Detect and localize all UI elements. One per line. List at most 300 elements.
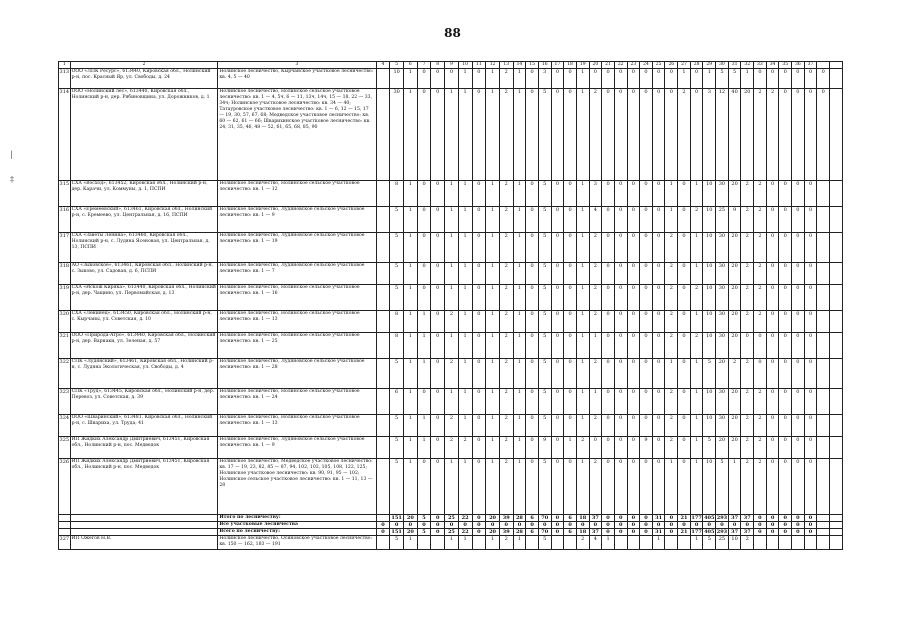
value-cell: 1 (665, 459, 678, 515)
value-cell: 10 (703, 459, 716, 515)
value-cell: 0 (614, 459, 627, 515)
summary-value: 0 (640, 522, 653, 529)
value-cell: 0 (779, 359, 792, 389)
value-cell: 1 (576, 89, 589, 181)
value-cell: 4 (589, 207, 602, 233)
value-cell: 0 (602, 181, 615, 207)
forest-area-cell: Нолинское лесничество, Лудяновское сельское участковое лесничество: кв. 1 — 28 (218, 359, 376, 389)
value-cell: 0 (602, 285, 615, 311)
value-cell: 0 (652, 389, 665, 415)
column-number: 10 (458, 62, 472, 69)
value-cell: 0 (779, 181, 792, 207)
value-cell: 0 (678, 437, 691, 459)
value-cell: 1 (564, 437, 577, 459)
value-cell: 5 (703, 437, 716, 459)
organization-cell: СХА «Искож Киряка», 613440, Кировская обл., Нолинский р-н, дер. Чащино, ул. Первомайская, д. 13 (70, 285, 218, 311)
value-cell: 5 (390, 285, 404, 311)
value-cell: 2 (665, 333, 678, 359)
column-number-row (59, 62, 843, 69)
value-cell: 2 (589, 415, 602, 437)
value-cell: 2 (741, 263, 754, 285)
value-cell: 1 (445, 263, 459, 285)
value-cell: 1 (576, 207, 589, 233)
value-cell: 1 (665, 359, 678, 389)
value-cell: 3 (589, 181, 602, 207)
summary-value: 0 (472, 529, 486, 536)
value-cell: 0 (627, 263, 640, 285)
value-cell: 8 (390, 333, 404, 359)
summary-value: 0 (499, 522, 513, 529)
value-cell: 0 (526, 459, 539, 515)
row-number: 320 (59, 311, 71, 333)
value-cell: 30 (716, 181, 729, 207)
value-cell: 0 (792, 359, 805, 389)
value-cell: 0 (564, 263, 577, 285)
value-cell: 10 (703, 415, 716, 437)
value-cell (564, 536, 577, 550)
forest-area-cell: Нолинское лесничество, Нолинское сельское участковое лесничество: кв. 1 — 16 (218, 285, 376, 311)
value-cell: 5 (538, 263, 551, 285)
value-cell: 0 (640, 69, 653, 89)
summary-value: 0 (376, 529, 390, 536)
summary-value: 20 (486, 515, 500, 522)
value-cell: 1 (486, 359, 500, 389)
value-cell (830, 263, 843, 285)
value-cell: 0 (551, 285, 564, 311)
value-cell: 1 (576, 263, 589, 285)
summary-value: 0 (766, 529, 779, 536)
value-cell: 2 (499, 333, 513, 359)
value-cell: 2 (499, 389, 513, 415)
value-cell: 0 (472, 415, 486, 437)
value-cell (551, 536, 564, 550)
value-cell (376, 311, 390, 333)
value-cell: 1 (417, 311, 431, 333)
summary-value: 0 (766, 522, 779, 529)
row-number: 323 (59, 389, 71, 415)
value-cell: 1 (445, 389, 459, 415)
table-row (59, 389, 843, 415)
value-cell: 0 (551, 415, 564, 437)
summary-value: 0 (665, 522, 678, 529)
organization-cell: ИП Жидких Александр Дмитриевич, 613451, Кировская обл., Нолинский р-н, пос. Медведок (70, 459, 218, 515)
value-cell (376, 263, 390, 285)
value-cell: 0 (614, 333, 627, 359)
value-cell: 1 (403, 359, 417, 389)
organization-cell: СХА «Еремеевский», 613461, Кировская обл., Нолинский р-н, с. Еремеево, ул. Центральная, д. 16, ПСПИ (70, 207, 218, 233)
value-cell: 20 (728, 333, 741, 359)
value-cell: 2 (665, 415, 678, 437)
summary-value: 28 (513, 515, 526, 522)
value-cell: 0 (804, 389, 817, 415)
organization-cell: ИП Жидких Александр Дмитриевич, 613451, Кировская обл., Нолинский р-н, пос. Медведок (70, 437, 218, 459)
value-cell: 1 (445, 285, 459, 311)
value-cell: 1 (445, 536, 459, 550)
value-cell: 0 (614, 311, 627, 333)
value-cell: 1 (576, 285, 589, 311)
value-cell (830, 181, 843, 207)
value-cell: 0 (627, 415, 640, 437)
summary-label: Итого по лесничеству: (218, 515, 376, 522)
value-cell: 0 (602, 89, 615, 181)
value-cell: 1 (576, 69, 589, 89)
summary-value: 6 (526, 529, 539, 536)
column-number: 9 (445, 62, 459, 69)
value-cell: 0 (804, 263, 817, 285)
summary-value: 0 (486, 522, 500, 529)
table-row (59, 536, 843, 550)
value-cell: 2 (589, 89, 602, 181)
value-cell: 0 (741, 333, 754, 359)
value-cell: 2 (445, 437, 459, 459)
value-cell: 5 (390, 359, 404, 389)
value-cell: 1 (458, 415, 472, 437)
summary-value: 37 (728, 529, 741, 536)
value-cell: 0 (678, 359, 691, 389)
forest-area-cell: Нолинское лесничество, Нолинское сельское участковое лесничество: кв. 1 — 13 (218, 415, 376, 437)
value-cell: 2 (499, 69, 513, 89)
column-number: 12 (486, 62, 500, 69)
value-cell: 5 (538, 536, 551, 550)
value-cell: 0 (652, 207, 665, 233)
organization-cell: ООО «Шваринский», 613481, Кировская обл., Нолинский р-н, с. Швариха, ул. Труда, 41 (70, 415, 218, 437)
row-number: 314 (59, 89, 71, 181)
value-cell: 20 (728, 181, 741, 207)
value-cell: 0 (665, 89, 678, 181)
value-cell: 1 (458, 233, 472, 263)
value-cell: 20 (728, 311, 741, 333)
value-cell: 0 (551, 89, 564, 181)
value-cell: 0 (472, 285, 486, 311)
value-cell: 1 (576, 233, 589, 263)
summary-value: 0 (458, 522, 472, 529)
value-cell (640, 536, 653, 550)
summary-value: 0 (652, 522, 665, 529)
forest-area-cell: Нолинское лесничество, Нолинское сельское участковое лесничество: кв. 1 — 24 (218, 389, 376, 415)
value-cell: 2 (754, 389, 767, 415)
summary-value: 0 (551, 515, 564, 522)
forest-area-cell: Нолинское лесничество, Нолинское сельское участковое лесничество: кв. 1 — 13 (218, 311, 376, 333)
value-cell (376, 233, 390, 263)
forest-area-cell: Нолинское лесничество, Кырчанское участковое лесничество: кв. 4, 5 — 40 (218, 69, 376, 89)
forest-area-cell: Нолинское лесничество, Осиновское участковое лесничество: кв. 150 — 162, 183 — 191 (218, 536, 376, 550)
value-cell: 2 (754, 437, 767, 459)
summary-value: 0 (665, 515, 678, 522)
column-number: 5 (390, 62, 404, 69)
value-cell (376, 415, 390, 437)
value-cell: 1 (486, 311, 500, 333)
value-cell: 0 (589, 69, 602, 89)
value-cell (830, 89, 843, 181)
value-cell: 1 (486, 333, 500, 359)
value-cell: 1 (403, 389, 417, 415)
value-cell: 0 (652, 89, 665, 181)
value-cell: 2 (499, 359, 513, 389)
value-cell (376, 69, 390, 89)
value-cell: 9 (640, 437, 653, 459)
value-cell: 0 (472, 459, 486, 515)
table-row (59, 207, 843, 233)
summary-value: 20 (403, 529, 417, 536)
value-cell: 2 (741, 415, 754, 437)
summary-value: 0 (526, 522, 539, 529)
summary-row (59, 522, 843, 529)
value-cell: 1 (403, 285, 417, 311)
value-cell: 2 (499, 181, 513, 207)
value-cell: 5 (538, 459, 551, 515)
column-number: 32 (741, 62, 754, 69)
value-cell (830, 69, 843, 89)
value-cell: 0 (472, 359, 486, 389)
value-cell (830, 333, 843, 359)
value-cell: 0 (431, 207, 445, 233)
summary-value: 151 (391, 529, 402, 535)
column-number: 34 (766, 62, 779, 69)
value-cell: 30 (390, 89, 404, 181)
forest-area-cell: Нолинское лесничество, Лудяновское сельское участковое лесничество: кв. 1 — 9 (218, 437, 376, 459)
column-number: 15 (526, 62, 539, 69)
value-cell: 1 (458, 69, 472, 89)
value-cell: 1 (403, 437, 417, 459)
row-number: 321 (59, 333, 71, 359)
value-cell: 10 (703, 333, 716, 359)
row-number: 322 (59, 359, 71, 389)
value-cell: 0 (640, 89, 653, 181)
value-cell: 0 (678, 415, 691, 437)
value-cell: 1 (690, 536, 703, 550)
value-cell: 1 (486, 263, 500, 285)
column-number: 2 (70, 62, 218, 69)
value-cell: 0 (602, 389, 615, 415)
value-cell: 0 (551, 207, 564, 233)
summary-value: 0 (804, 529, 817, 536)
organization-cell: ИП Ожегов Н.В. (70, 536, 218, 550)
value-cell: 2 (766, 89, 779, 181)
value-cell (376, 181, 390, 207)
summary-value: 21 (678, 529, 691, 536)
summary-value: 18 (576, 529, 589, 536)
value-cell: 0 (551, 263, 564, 285)
value-cell: 1 (445, 181, 459, 207)
value-cell: 1 (403, 263, 417, 285)
value-cell: 8 (390, 181, 404, 207)
value-cell: 1 (486, 69, 500, 89)
value-cell: 0 (472, 389, 486, 415)
value-cell: 9 (538, 437, 551, 459)
value-cell: 0 (551, 389, 564, 415)
value-cell: 2 (741, 389, 754, 415)
value-cell: 0 (526, 233, 539, 263)
value-cell: 1 (486, 285, 500, 311)
value-cell: 1 (486, 536, 500, 550)
value-cell (376, 207, 390, 233)
value-cell: 0 (564, 69, 577, 89)
value-cell: 0 (472, 233, 486, 263)
value-cell: 2 (499, 536, 513, 550)
value-cell: 3 (538, 69, 551, 89)
value-cell: 30 (716, 311, 729, 333)
value-cell: 2 (589, 459, 602, 515)
value-cell: 1 (458, 263, 472, 285)
summary-value: 0 (472, 522, 486, 529)
value-cell: 6 (390, 389, 404, 415)
column-number: 25 (652, 62, 665, 69)
value-cell: 0 (766, 415, 779, 437)
value-cell: 0 (690, 89, 703, 181)
summary-value: 0 (376, 522, 390, 529)
value-cell: 0 (602, 263, 615, 285)
value-cell: 0 (551, 359, 564, 389)
value-cell (526, 536, 539, 550)
value-cell: 0 (804, 89, 817, 181)
value-cell: 0 (779, 415, 792, 437)
summary-value: 0 (431, 515, 445, 522)
value-cell: 1 (690, 415, 703, 437)
value-cell: 1 (486, 89, 500, 181)
empty-cell (59, 529, 71, 536)
summary-row (59, 515, 843, 522)
summary-value: 0 (716, 522, 729, 529)
value-cell: 1 (513, 285, 526, 311)
organization-cell: ООО «Природа-Агро», 613440, Кировская обл., Нолинский р-н, дер. Варнаки, ул. Зеленая, д. 57 (70, 333, 218, 359)
value-cell: 0 (614, 359, 627, 389)
value-cell: 5 (390, 263, 404, 285)
value-cell (614, 536, 627, 550)
summary-value: 0 (754, 522, 767, 529)
value-cell (627, 536, 640, 550)
value-cell: 0 (804, 359, 817, 389)
value-cell: 0 (779, 333, 792, 359)
table-row (59, 285, 843, 311)
value-cell (817, 536, 830, 550)
value-cell: 0 (754, 69, 767, 89)
value-cell: 1 (690, 233, 703, 263)
row-number: 324 (59, 415, 71, 437)
value-cell: 1 (576, 181, 589, 207)
summary-value: 0 (417, 522, 431, 529)
summary-value: 151 (391, 515, 402, 521)
value-cell: 0 (526, 207, 539, 233)
value-cell: 2 (741, 359, 754, 389)
value-cell: 9 (728, 207, 741, 233)
value-cell: 1 (458, 207, 472, 233)
column-number: 30 (716, 62, 729, 69)
summary-value: 293 (716, 515, 728, 521)
column-number: 6 (403, 62, 417, 69)
value-cell: 5 (390, 437, 404, 459)
value-cell (376, 437, 390, 459)
value-cell: 0 (804, 285, 817, 311)
column-number: 29 (703, 62, 716, 69)
summary-value: 0 (627, 522, 640, 529)
value-cell: 1 (458, 359, 472, 389)
value-cell: 0 (652, 359, 665, 389)
value-cell: 2 (499, 459, 513, 515)
value-cell: 0 (431, 437, 445, 459)
value-cell: 2 (741, 459, 754, 515)
value-cell: 8 (390, 311, 404, 333)
value-cell: 20 (716, 359, 729, 389)
value-cell: 12 (716, 89, 729, 181)
value-cell: 0 (678, 181, 691, 207)
value-cell: 0 (564, 311, 577, 333)
value-cell: 0 (431, 311, 445, 333)
column-number: 36 (792, 62, 805, 69)
value-cell (817, 359, 830, 389)
value-cell: 0 (614, 181, 627, 207)
summary-value: 37 (589, 515, 602, 522)
value-cell: 2 (754, 263, 767, 285)
value-cell (830, 536, 843, 550)
margin-mark: ‡ (10, 175, 14, 184)
value-cell: 1 (417, 415, 431, 437)
value-cell: 0 (766, 437, 779, 459)
value-cell: 0 (526, 415, 539, 437)
row-number: 319 (59, 285, 71, 311)
value-cell: 0 (766, 263, 779, 285)
table-row (59, 459, 843, 515)
table-row (59, 359, 843, 389)
value-cell: 1 (513, 459, 526, 515)
value-cell: 1 (690, 181, 703, 207)
value-cell: 0 (804, 69, 817, 89)
value-cell (376, 89, 390, 181)
value-cell: 2 (589, 359, 602, 389)
value-cell: 1 (458, 181, 472, 207)
value-cell: 1 (513, 69, 526, 89)
value-cell: 1 (403, 233, 417, 263)
forest-area-cell: Нолинское лесничество, Лудяновское сельское участковое лесничество: кв. 1 — 19 (218, 233, 376, 263)
value-cell: 2 (499, 89, 513, 181)
value-cell: 10 (703, 263, 716, 285)
value-cell: 0 (804, 415, 817, 437)
value-cell: 0 (779, 437, 792, 459)
summary-value: 0 (690, 522, 703, 529)
value-cell: 1 (445, 233, 459, 263)
value-cell: 0 (472, 207, 486, 233)
value-cell: 30 (716, 415, 729, 437)
value-cell: 0 (564, 89, 577, 181)
value-cell: 0 (804, 459, 817, 515)
value-cell: 0 (614, 263, 627, 285)
value-cell: 5 (728, 69, 741, 89)
value-cell: 0 (627, 181, 640, 207)
column-number: 17 (551, 62, 564, 69)
column-number: 33 (754, 62, 767, 69)
value-cell: 0 (526, 69, 539, 89)
value-cell: 2 (678, 89, 691, 181)
value-cell (417, 536, 431, 550)
summary-value: 0 (576, 522, 589, 529)
value-cell: 20 (728, 415, 741, 437)
value-cell (817, 181, 830, 207)
value-cell: 0 (792, 459, 805, 515)
value-cell: 0 (817, 89, 830, 181)
value-cell: 0 (472, 69, 486, 89)
value-cell: 1 (678, 69, 691, 89)
empty-cell (59, 515, 71, 522)
value-cell: 0 (792, 263, 805, 285)
summary-value: 25 (445, 515, 459, 522)
forest-area-cell: Нолинское лесничество, Медведское участковое лесничество: кв. 17 — 19, 23, 82, 85 — 87, 94, 102, 103, 105, 108, 122, 125; Нолинское участковое лесничество: кв. 90, 91, 95 — 102; Нолинское сельское участковое лесничество: кв. 1 — 11, 13 — 28 (218, 459, 376, 515)
value-cell: 0 (640, 359, 653, 389)
margin-mark: | (10, 150, 13, 159)
summary-value: 5 (417, 529, 431, 536)
value-cell: 0 (564, 359, 577, 389)
value-cell: 0 (614, 437, 627, 459)
summary-value: 0 (766, 515, 779, 522)
column-number: 14 (513, 62, 526, 69)
